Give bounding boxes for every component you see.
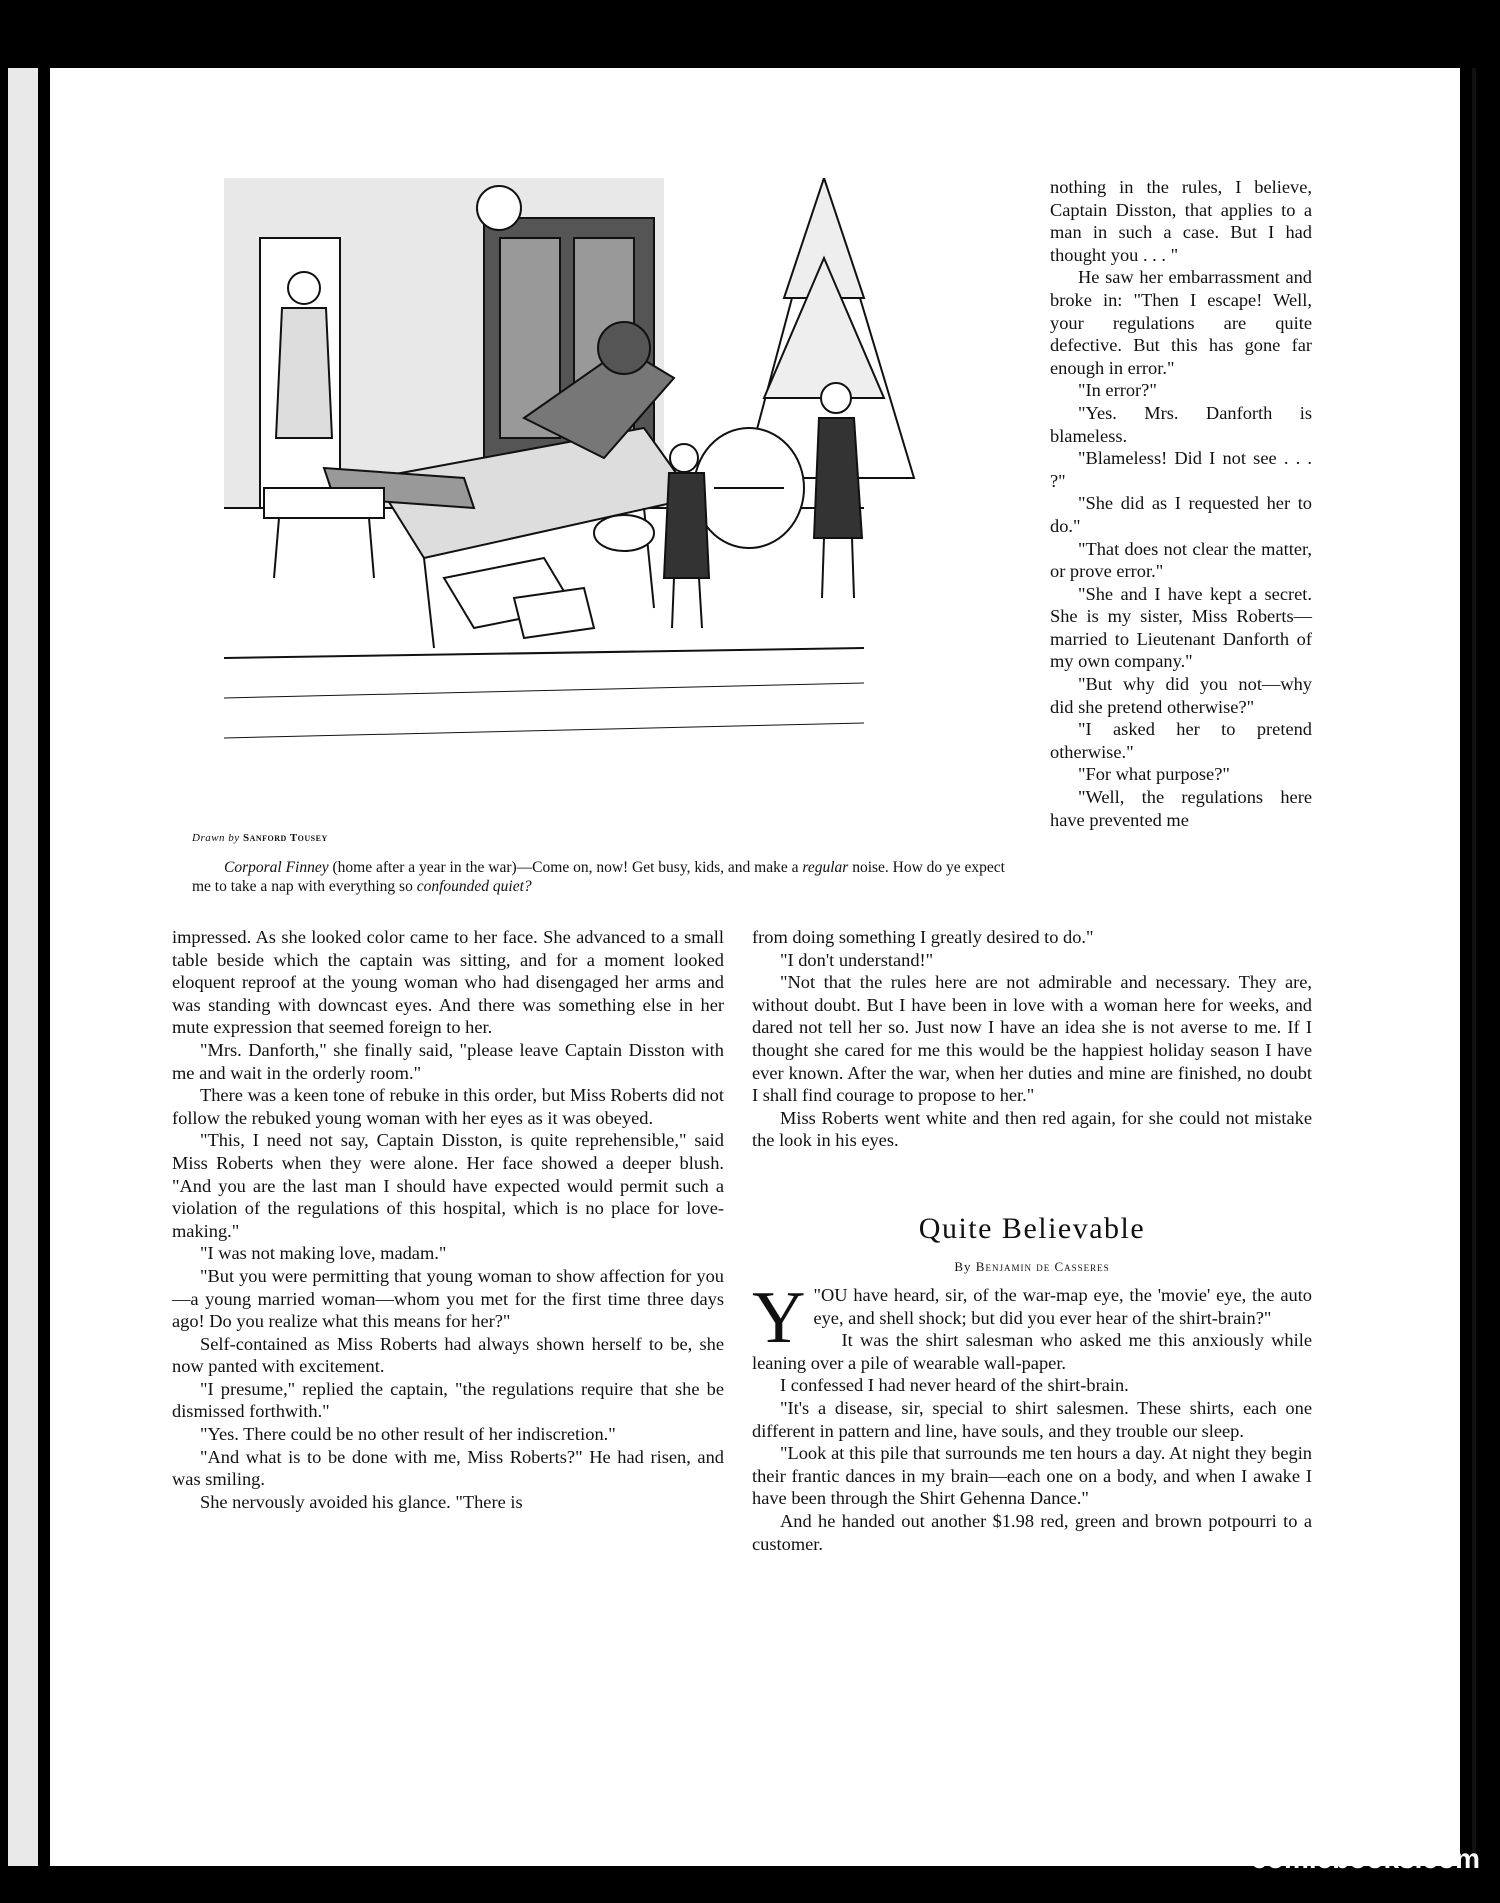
caption-text-2: noise. How do ye expect me to take a nap with everything so (192, 859, 1005, 895)
paragraph: "This, I need not say, Captain Disston, is quite reprehensible," said Miss Roberts when they were alone. Her face showed a deeper blush. "And you are the last man I should have expected would permit such a violation of the regulations of this hospital, which is no place for love-making." (172, 1130, 724, 1241)
credit-prefix: Drawn by (192, 832, 240, 844)
paragraph: "In error?" (1078, 380, 1157, 401)
paragraph: "Well, the regulations here have prevented me (1050, 787, 1312, 830)
byline-prefix: By (954, 1259, 972, 1274)
paragraph: "And what is to be done with me, Miss Roberts?" He had risen, and was smiling. (172, 1446, 724, 1490)
paragraph: And he handed out another $1.98 red, green and brown potpourri to a customer. (752, 1510, 1312, 1554)
left-column (172, 926, 724, 1513)
paragraph: nothing in the rules, I believe, Captain Disston, that applies to a man in such a case. But I had thought you . . . " (1050, 177, 1312, 265)
author-name: Benjamin de Casseres (975, 1259, 1110, 1274)
paragraph: "I was not making love, madam." (200, 1243, 447, 1264)
first-paragraph-text: OU have heard, sir, of the war-map eye, the 'movie' eye, the auto eye, and shell shock; but did you ever hear of the shirt-brain?" (813, 1285, 1312, 1328)
illustration-credit (192, 832, 328, 844)
story-title: Quite Believable (918, 1212, 1146, 1245)
right-top-column (1050, 176, 1312, 831)
illustration-drawing (224, 178, 1030, 826)
paragraph: She nervously avoided his glance. "There is (200, 1491, 523, 1512)
paragraph: "I asked her to pretend otherwise." (1050, 719, 1312, 762)
paragraph: I confessed I had never heard of the shirt-brain. (780, 1375, 1129, 1396)
paragraph: "Not that the rules here are not admirable and necessary. They are, without doubt. But I have been in love with a woman here for weeks, and dared not tell her so. Just now I have an idea she is not averse to me. If I thought she cared for me this would be the happiest holiday season I have ever known. After the war, when her duties and mine are finished, no doubt I shall find courage to propose to her." (752, 972, 1312, 1106)
paragraph: "It's a disease, sir, special to shirt salesmen. These shirts, each one different in pattern and line, have souls, and they trouble our sleep. (752, 1397, 1312, 1441)
paragraph: "Mrs. Danforth," she finally said, "please leave Captain Disston with me and wait in the orderly room." (172, 1039, 724, 1083)
paragraph: "But you were permitting that young woman to show affection for you—a young married woman—whom you met for the first time three days ago! Do you realize what this means for her?" (172, 1265, 724, 1332)
right-column (752, 926, 1312, 1152)
paragraph: "Blameless! Did I not see . . . ?" (1050, 448, 1312, 491)
paragraph: There was a keen tone of rebuke in this order, but Miss Roberts did not follow the rebuked young woman with her eyes as it was obeyed. (172, 1085, 724, 1128)
drop-cap: Y (752, 1277, 806, 1359)
caption-emphasis-2: confounded quiet? (416, 878, 532, 895)
paragraph: Self-contained as Miss Roberts had always shown herself to be, she now panted with excitement. (172, 1333, 724, 1377)
left-page-edge (8, 68, 38, 1866)
paragraph: "But why did you not—why did she pretend otherwise?" (1050, 674, 1312, 717)
story-body (752, 1277, 1312, 1555)
paragraph: "Look at this pile that surrounds me ten hours a day. At night they begin their frantic dances in my brain—each one on a body, and when I awake I have been through the Shirt Gehenna Dance." (752, 1443, 1312, 1509)
paragraph: "That does not clear the matter, or prove error." (1050, 538, 1312, 582)
opening-quote: " (813, 1285, 821, 1305)
paragraph: "For what purpose?" (1078, 764, 1230, 785)
paragraph: "She and I have kept a secret. She is my sister, Miss Roberts—married to Lieutenant Danforth of my own company." (1050, 583, 1312, 672)
artist-name: Sanford Tousey (242, 832, 328, 844)
caption-emphasis-1: regular (802, 859, 849, 876)
paragraph: It was the shirt salesman who asked me this anxiously while leaning over a pile of wearable wall-paper. (752, 1330, 1312, 1373)
site-watermark: comicbooks.com (1251, 1843, 1480, 1874)
paragraph: impressed. As she looked color came to her face. She advanced to a small table beside which the captain was sitting, and for a moment looked eloquent reproof at the young woman who had disengaged her arms and was standing with downcast eyes. And there was something else in her mute expression that seemed foreign to her. (172, 927, 724, 1038)
christmas-illustration (224, 178, 1030, 826)
paragraph: "Yes. There could be no other result of her indiscretion." (200, 1424, 616, 1445)
illustration-caption (192, 858, 1012, 896)
caption-text-1: (home after a year in the war)—Come on, now! Get busy, kids, and make a (332, 859, 799, 876)
paragraph: "Yes. Mrs. Danforth is blameless. (1050, 402, 1312, 446)
page-gutter-line (1472, 68, 1476, 1866)
paragraph: Miss Roberts went white and then red again, for she could not mistake the look in his eyes. (752, 1107, 1312, 1151)
paragraph: He saw her embarrassment and broke in: "Then I escape! Well, your regulations are quite defective. But this has gone far enough in error." (1050, 267, 1312, 378)
paragraph: "I presume," replied the captain, "the regulations require that she be dismissed forthwith." (172, 1378, 724, 1422)
paragraph: from doing something I greatly desired to do." (752, 927, 1094, 947)
paragraph: "I don't understand!" (780, 949, 934, 970)
caption-speaker: Corporal Finney (224, 859, 329, 876)
story-byline (752, 1259, 1312, 1275)
paragraph: "She did as I requested her to do." (1050, 493, 1312, 536)
